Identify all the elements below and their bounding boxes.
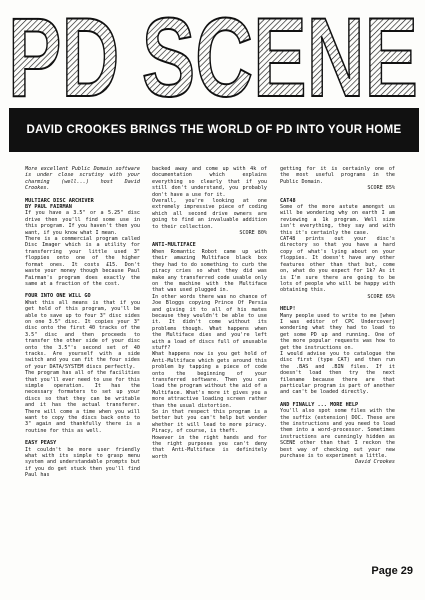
section-byline: BY PAUL FAIRMAN bbox=[25, 204, 72, 211]
paragraph: In other words there was no chance of Joe Bloggs copying Prince Of Persia and giving it to all of his mates because they wouldn't be able to use it. It didn't come without its problems though. What happens when the Multiface dies and you're left with a load of discs full of unusable stuff? bbox=[152, 293, 267, 351]
column-1 bbox=[25, 166, 140, 479]
page-number: Page 29 bbox=[371, 565, 413, 577]
author-signature: David Crookes bbox=[355, 459, 395, 466]
paragraph: What happens now is you get hold of Anti-Multiface which gets around this problem by tapping a piece of code onto the beginning of your transferred software. Then you can load the program without the aid of a Multiface. What's more it gives you a more attractive loading screen rather than the usual distortion. bbox=[152, 351, 267, 409]
paragraph: If you have a 3.5" or a 5.25" disc drive then you'll find some use in this program. If you haven't then you want, if you know what I mean. bbox=[25, 210, 140, 236]
headline-text: DAVID CROOKES BRINGS THE WORLD OF PD INTO YOUR HOME bbox=[26, 124, 402, 136]
paragraph: However in the right hands and for the right purposes you can't deny that Anti-Multiface is definitely worth bbox=[152, 434, 267, 460]
masthead-logo bbox=[4, 2, 422, 106]
article-body bbox=[25, 166, 395, 566]
paragraph: Many people used to write to me [when I was editor of CPC Undercover] wondering what they had to load to get some PD up and running. One of the more popular requests was how to get the instructions on. bbox=[280, 312, 395, 351]
paragraph: CAT48 prints out your disc's directory so that you have a hard copy of what's lying about on your floppies. It doesn't have any other features other than that but, come on, what do you expect for 1k? As it is I'm sure there are going to be lots of people who will be happy with obtaining this. bbox=[280, 236, 395, 294]
headline-banner bbox=[9, 108, 419, 152]
section-heading: AND FINALLY ... MORE HELP bbox=[280, 401, 359, 408]
paragraph: getting for it is certainly one of the most useful programs in the Public Domain. bbox=[280, 166, 395, 185]
intro-text: More excellent Public Domain software is under close scrutiny with your charming (well...) host David Crookes. bbox=[25, 166, 140, 192]
score: SCORE 65% bbox=[367, 293, 395, 300]
section-heading: ANTI-MULTIFACE bbox=[152, 242, 196, 249]
paragraph: When Romantic Robot came up with their amazing Multiface black box they had to do something to curb the piracy cries so what they did was make any transferred code usable only on the machine with the Multiface that was used plugged in. bbox=[152, 248, 267, 294]
section-heading: CAT48 bbox=[280, 197, 296, 204]
column-3 bbox=[280, 166, 395, 466]
paragraph: There is a commercial program called Disc Imager which is a utility for transferring your little used 3" floppies onto one of the higher format ones. It costs £15. Don't waste your money though because Paul Fairman's program does exactly the same at a fraction of the cost. bbox=[25, 236, 140, 287]
section-heading: HELP! bbox=[280, 306, 296, 313]
paragraph: Some of the more astute amongst us will be wondering why on earth I am reviewing a 1k program. Well size isn't everything, they say and with this it's certainly the case. bbox=[280, 204, 395, 236]
score: SCORE 80% bbox=[239, 230, 267, 237]
paragraph: Overall, you're looking at one extremely impressive piece of coding which all second drive owners are going to find an invaluable addition to their collection. bbox=[152, 198, 267, 230]
paragraph: So in that respect this program is a better but you can't help but wonder whether it will lead to more piracy. Piracy, of course, is theft. bbox=[152, 409, 267, 435]
section-heading: MULTIARC DISC ARCHIVER bbox=[25, 197, 94, 204]
score: SCORE 85% bbox=[367, 185, 395, 192]
section-heading: FOUR INTO ONE WILL GO bbox=[25, 293, 91, 300]
paragraph: What this all means is that if you get hold of this program, you'll be able to save up to four 3" disc sides on one 3.5" disc. It copies your 3" disc onto the first 40 tracks of the 3.5" disc and then proceeds to transfer the other side of your disc onto the 3.5"'s second set of 40 tracks. Are yourself with a side switch and you can fit the four sides of your DATA/SYSTEM discs perfectly. bbox=[25, 299, 140, 370]
masthead-title: PD SCENE bbox=[8, 2, 418, 106]
section-heading: EASY PEASY bbox=[25, 440, 57, 447]
paragraph: I would advise you to catalogue the disc first (type CAT) and then run the .BAS and .BIN files. If it doesn't load then try the next filename because there are that particular program is part of another and can't be loaded directly. bbox=[280, 350, 395, 396]
paragraph: backed away and come up with 4k of documentation which explains everything so clearly that if you still don't understand, you probably don't have a use for it. bbox=[152, 166, 267, 198]
column-2 bbox=[152, 166, 267, 460]
paragraph: The program has all of the facilities that you'll ever need to use for this simple operation. It has the necessary formaters to set up your discs so that they can be writable and it has the actual transferer. There will come a time when you will want to copy the discs back onto to 3" again and thankfully there is a routine for this as well. bbox=[25, 370, 140, 434]
paragraph: You'll also spot some files with the the suffix (extension) DOC. These are the instructions and you need to load them into a word-processor. Sometimes instructions are cunningly hidden as SCENE other than that I reckon the best way of checking out your new purchase is to experiment a little. bbox=[280, 408, 395, 460]
paragraph: It couldn't be more user friendly what with its simple to grasp menu system and understandable prompts but if you do get stuck then you'll find Paul has bbox=[25, 446, 140, 479]
